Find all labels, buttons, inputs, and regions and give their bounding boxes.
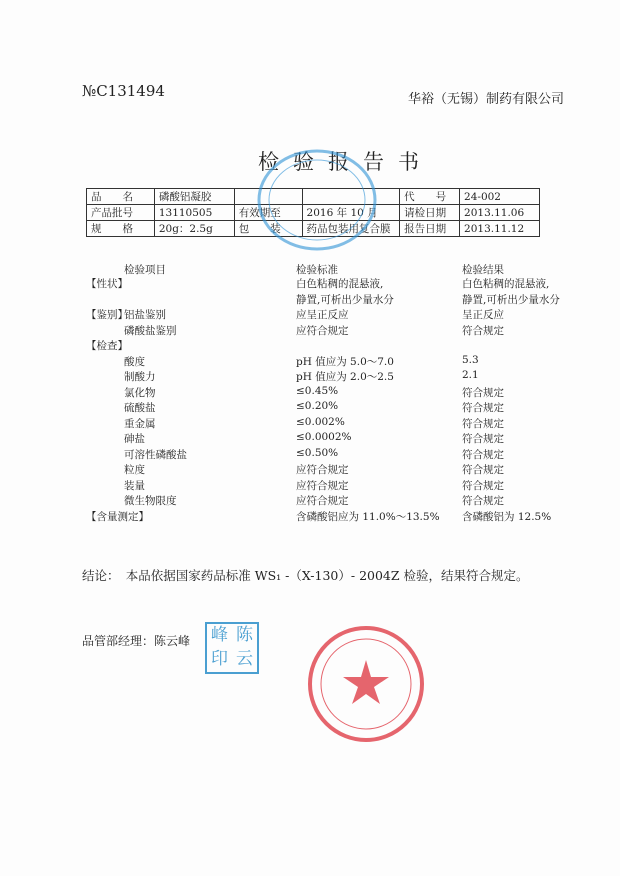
row-standard: ≤0.002% [296,415,345,428]
row-standard: ≤0.50% [296,446,339,459]
request-date-value: 2013.11.06 [460,205,540,221]
row-result: 2.1 [462,369,479,381]
row-section: 【鉴别】 [86,309,128,321]
report-date-label: 报告日期 [400,221,460,237]
row-result: 符合规定 [462,448,504,461]
manager-name: 陈云峰 [154,634,191,648]
result-row [86,307,576,323]
row-item: 磷酸盐鉴别 [124,324,177,337]
spec-label: 规 格 [87,221,155,237]
row-item: 砷盐 [124,433,145,445]
result-row [86,462,576,478]
result-row [86,478,576,494]
row-standard: 应符合规定 [296,464,349,476]
row-standard: 应符合规定 [296,495,349,507]
product-name-label: 品 名 [87,189,155,205]
seal-char: 陈 [236,625,253,645]
result-row [86,400,576,416]
row-result: 符合规定 [462,479,504,492]
seal-char: 峰 [211,625,228,645]
row-result: 白色粘稠的混悬液, [462,278,550,290]
row-section: 【检查】 [86,340,128,352]
row-item: 铝盐鉴别 [124,309,166,321]
row-result: 符合规定 [462,417,504,430]
conclusion: 结论： 本品依据国家药品标准 WS₁ -（X-130）- 2004Z 检验，结果符合规定。 [82,568,529,583]
result-row [86,385,576,401]
row-standard: 应符合规定 [296,479,349,492]
result-row [86,447,576,463]
row-result: 符合规定 [462,386,504,399]
batch-value: 13110505 [154,205,234,221]
spec-value: 20g：2.5g [154,221,234,237]
row-standard: pH 值应为 5.0～7.0 [296,355,394,368]
row-item: 可溶性磷酸盐 [124,448,187,461]
result-row [86,431,576,447]
result-row [86,369,576,385]
row-standard: pH 值应为 2.0～2.5 [296,371,394,383]
expiry-value: 2016 年 10 月 [302,205,400,221]
row-item: 制酸力 [124,371,156,383]
row-item: 装量 [124,479,145,492]
result-row [86,338,576,354]
expiry-label: 有效期至 [234,205,302,221]
header-result: 检验结果 [462,264,504,276]
red-company-seal [306,624,426,744]
blue-inspection-seal [256,148,378,252]
row-result: 5.3 [462,353,479,366]
result-row [86,416,576,432]
row-item: 硫酸盐 [124,402,156,414]
row-result: 含磷酸铝为 12.5% [462,510,552,523]
row-result: 符合规定 [462,495,504,507]
row-result: 符合规定 [462,324,504,337]
row-result: 符合规定 [462,433,504,445]
row-result: 符合规定 [462,402,504,414]
package-value: 药品包装用复合膜 [302,221,400,237]
row-result: 静置,可析出少量水分 [462,293,560,306]
row-item: 酸度 [124,355,145,368]
seal-char: 云 [236,649,253,669]
row-standard: 静置,可析出少量水分 [296,293,394,306]
result-row [86,276,576,292]
result-row [86,354,576,370]
row-item: 微生物限度 [124,495,177,507]
result-row [86,509,576,525]
manager-signature [82,632,190,649]
row-standard: 白色粘稠的混悬液, [296,278,384,290]
code-label: 代 号 [400,189,460,205]
row-result: 呈正反应 [462,309,504,321]
document-number: №C131494 [82,82,165,100]
result-row [86,493,576,509]
row-result: 符合规定 [462,464,504,476]
package-label: 包 装 [234,221,302,237]
manager-label: 品管部经理： [82,634,155,648]
row-section: 【性状】 [86,278,128,290]
row-item: 重金属 [124,417,156,430]
header-standard: 检验标准 [296,264,338,276]
personal-seal [205,622,259,674]
report-date-value: 2013.11.12 [460,221,540,237]
result-row [86,292,576,308]
header-item: 检验项目 [124,264,166,276]
row-standard: ≤0.45% [296,384,339,397]
code-value: 24-002 [460,189,540,205]
seal-char: 印 [211,649,228,669]
row-section: 【含量测定】 [86,510,149,523]
row-standard: 含磷酸铝应为 11.0%～13.5% [296,510,440,523]
company-name: 华裕（无锡）制药有限公司 [408,92,565,107]
row-standard: 应呈正反应 [296,309,349,321]
product-name-value: 磷酸铝凝胶 [154,189,234,205]
row-item: 氯化物 [124,386,156,399]
row-standard: ≤0.0002% [296,431,352,443]
document-title: 检验报告书 [258,150,433,174]
row-standard: 应符合规定 [296,324,349,337]
result-row [86,323,576,339]
row-item: 粒度 [124,464,145,476]
batch-label: 产品批号 [87,205,155,221]
row-standard: ≤0.20% [296,400,339,412]
request-date-label: 请检日期 [400,205,460,221]
